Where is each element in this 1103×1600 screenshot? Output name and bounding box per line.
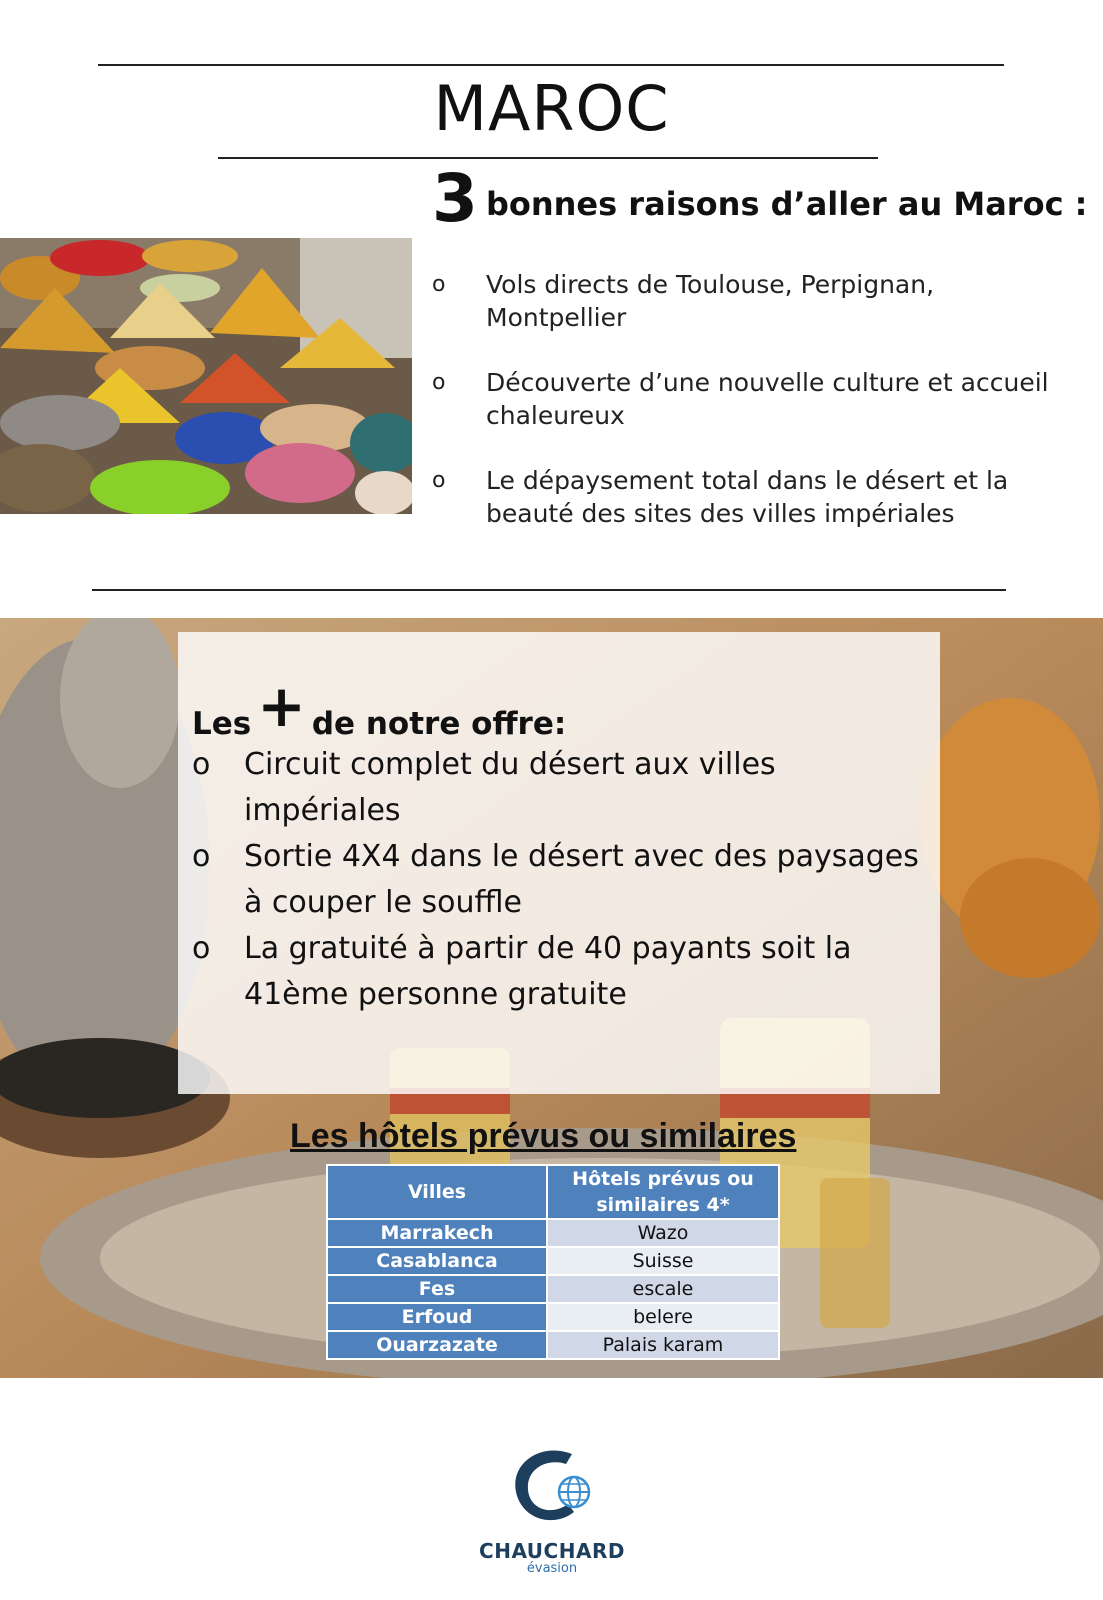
- list-item: [192, 926, 928, 1018]
- page-title: MAROC: [433, 72, 670, 145]
- hotel-cell: Suisse: [547, 1247, 779, 1275]
- hotel-cell: belere: [547, 1303, 779, 1331]
- plus-icon: +: [257, 672, 306, 740]
- reason-text: Vols directs de Toulouse, Perpignan, Montpellier: [486, 270, 935, 332]
- table-header-row: [327, 1165, 779, 1219]
- offer-text: La gratuité à partir de 40 payants soit la 41ème personne gratuite: [244, 931, 852, 1012]
- hotel-cell: escale: [547, 1275, 779, 1303]
- city-cell: Ouarzazate: [327, 1331, 547, 1359]
- city-cell: Casablanca: [327, 1247, 547, 1275]
- offer-text: Circuit complet du désert aux villes impériales: [244, 747, 776, 828]
- offer-heading: [192, 672, 566, 742]
- city-cell: Erfoud: [327, 1303, 547, 1331]
- bullet: o: [192, 839, 211, 874]
- reason-text: Découverte d’une nouvelle culture et accueil chaleureux: [486, 368, 1049, 430]
- table-row: [327, 1219, 779, 1247]
- title-underline: [218, 157, 878, 159]
- logo-name: CHAUCHARD: [479, 1539, 625, 1563]
- table-row: [327, 1303, 779, 1331]
- logo-c-globe-icon: [502, 1440, 602, 1530]
- hotels-table: [326, 1164, 780, 1360]
- hotels-title: Les hôtels prévus ou similaires: [290, 1117, 797, 1155]
- table-row: [327, 1275, 779, 1303]
- table-row: [327, 1247, 779, 1275]
- list-item: [432, 464, 1052, 530]
- logo-tagline: évasion: [526, 1561, 578, 1576]
- bullet: o: [432, 468, 446, 493]
- bullet: o: [432, 370, 446, 395]
- reason-text: Le dépaysement total dans le désert et la beauté des sites des villes impériales: [486, 466, 1009, 528]
- company-logo: [472, 1440, 632, 1576]
- bullet: o: [432, 272, 446, 297]
- city-cell: Marrakech: [327, 1219, 547, 1247]
- list-item: [432, 366, 1052, 432]
- list-item: [192, 742, 928, 834]
- list-item: [192, 834, 928, 926]
- reasons-heading-text: bonnes raisons d’aller au Maroc :: [485, 185, 1088, 223]
- offer-text: Sortie 4X4 dans le désert avec des paysages à couper le souffle: [244, 839, 919, 920]
- offer-list: [192, 742, 928, 1018]
- offer-panel: [178, 632, 940, 1094]
- offer-heading-suffix: de notre offre:: [311, 706, 567, 742]
- city-cell: Fes: [327, 1275, 547, 1303]
- bullet: o: [192, 747, 211, 782]
- reasons-heading: [432, 160, 1087, 237]
- table-row: [327, 1331, 779, 1359]
- reasons-list: [432, 268, 1052, 562]
- column-header-cities: Villes: [327, 1165, 547, 1219]
- spice-market-photo: [0, 238, 412, 514]
- column-header-hotels: Hôtels prévus ou similaires 4*: [547, 1165, 779, 1219]
- list-item: [432, 268, 1052, 334]
- bullet: o: [192, 931, 211, 966]
- reasons-count: 3: [432, 160, 478, 237]
- hotel-cell: Palais karam: [547, 1331, 779, 1359]
- top-rule: [98, 64, 1004, 66]
- offer-heading-prefix: Les: [192, 706, 252, 742]
- hotel-cell: Wazo: [547, 1219, 779, 1247]
- section-rule: [92, 589, 1006, 591]
